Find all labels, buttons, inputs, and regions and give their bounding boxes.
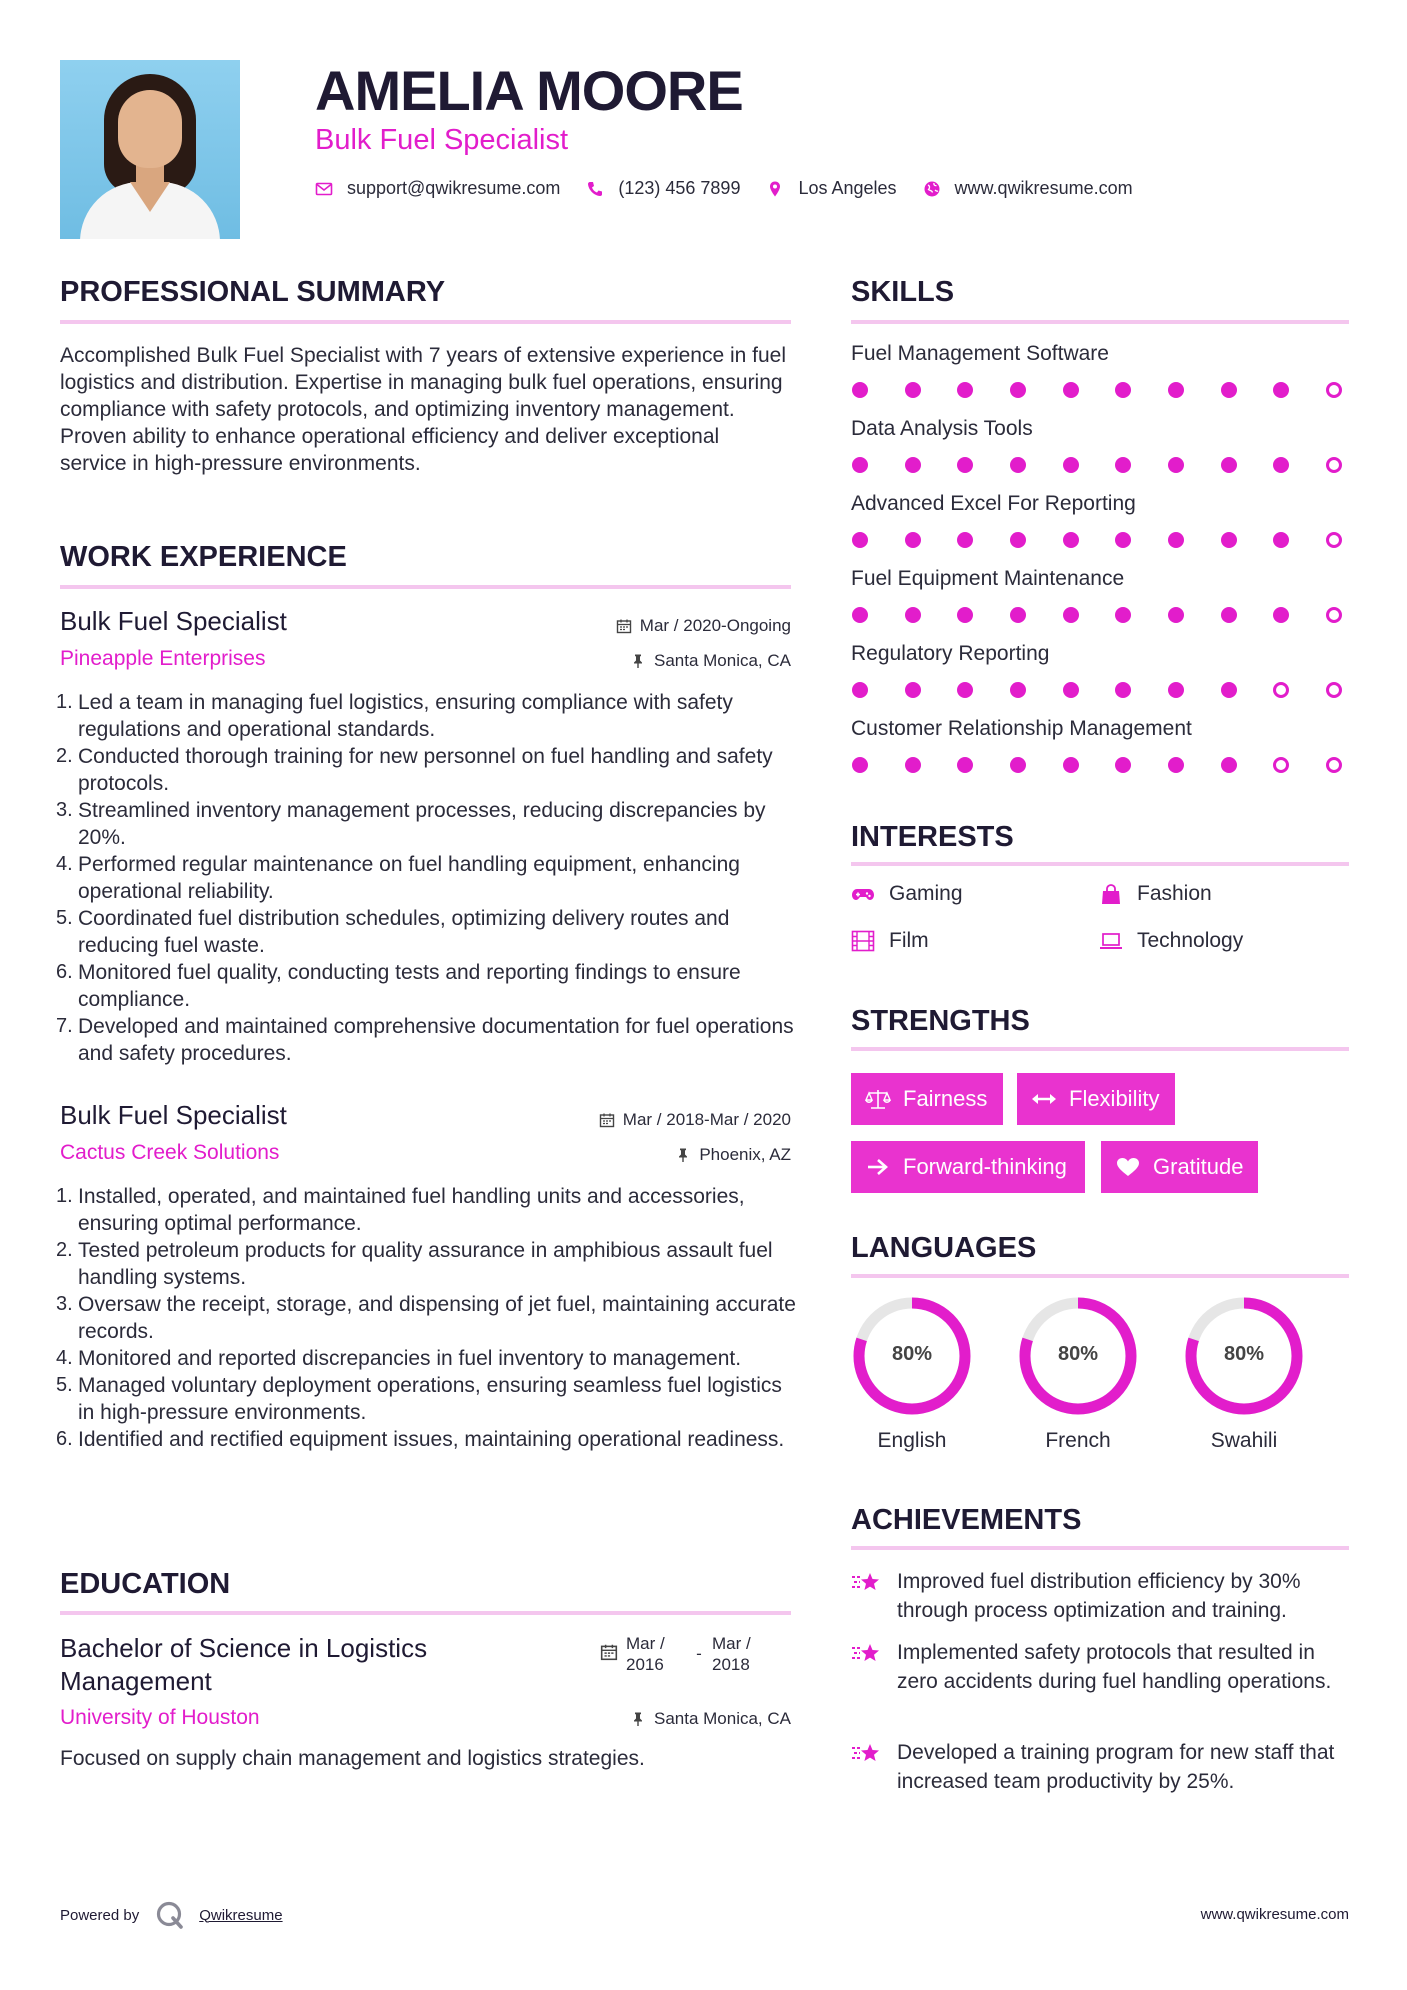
languages-title: LANGUAGES: [851, 1232, 1037, 1264]
education-location: [480, 1709, 791, 1729]
candidate-role: Bulk Fuel Specialist: [315, 124, 569, 156]
interests-title: INTERESTS: [851, 821, 1014, 853]
list-item: Installed, operated, and maintained fuel handling units and accessories, ensuring optimal performance.: [78, 1185, 745, 1235]
language-name: Swahili: [1210, 1429, 1278, 1452]
list-item: Monitored fuel quality, conducting tests and reporting findings to ensure compliance.: [78, 961, 741, 1011]
brand-link[interactable]: Qwikresume: [199, 1906, 283, 1924]
education-divider: [60, 1611, 791, 1615]
degree-line: Management: [60, 1666, 212, 1696]
arrows-horizontal-icon: [1031, 1088, 1057, 1110]
degree-title: [60, 1632, 427, 1698]
balance-scale-icon: [865, 1088, 891, 1110]
language-percent: 80%: [1057, 1343, 1099, 1365]
heart-icon: [1115, 1156, 1141, 1178]
envelope-icon: [315, 180, 333, 198]
strength-label: Fairness: [903, 1086, 988, 1111]
end-date: Mar / 2018: [712, 1634, 751, 1674]
strength-tag: [1101, 1141, 1258, 1193]
rating-dot-filled: [957, 757, 973, 773]
list-item: Streamlined inventory management processes, reducing discrepancies by 20%.: [78, 799, 766, 849]
strength-label: Flexibility: [1069, 1086, 1160, 1111]
achievements-divider: [851, 1546, 1349, 1550]
footer-powered-by: [60, 1900, 283, 1930]
skill-rating: [852, 382, 1342, 398]
strength-tag: [851, 1141, 1085, 1193]
contact-bar: [315, 178, 1159, 199]
rating-dot-filled: [905, 682, 921, 698]
experience-divider: [60, 585, 791, 589]
rating-dot-filled: [1168, 382, 1184, 398]
job-dates: [480, 1110, 791, 1130]
rating-dot-filled: [1063, 457, 1079, 473]
interest-item: [851, 882, 963, 906]
job-location-text: Phoenix, AZ: [699, 1145, 791, 1164]
rating-dot-empty: [1326, 382, 1342, 398]
shooting-star-icon: [851, 1640, 883, 1668]
skills-divider: [851, 320, 1349, 324]
list-item: Performed regular maintenance on fuel handling equipment, enhancing operational reliability.: [78, 853, 740, 903]
job-bullets: [60, 1183, 800, 1453]
achievement-text: Implemented safety protocols that resulted in zero accidents during fuel handling operations.: [897, 1641, 1332, 1693]
rating-dot-filled: [1273, 382, 1289, 398]
languages-divider: [851, 1274, 1349, 1278]
profile-photo: [60, 60, 240, 239]
list-item: Managed voluntary deployment operations, ensuring seamless fuel logistics in high-pressure environments.: [78, 1374, 782, 1424]
rating-dot-filled: [957, 382, 973, 398]
rating-dot-filled: [957, 532, 973, 548]
skills-title: SKILLS: [851, 276, 955, 308]
email-text: support@qwikresume.com: [347, 178, 561, 198]
rating-dot-filled: [1168, 682, 1184, 698]
list-item: Oversaw the receipt, storage, and dispensing of jet fuel, maintaining accurate records.: [78, 1293, 796, 1343]
rating-dot-filled: [1168, 457, 1184, 473]
rating-dot-filled: [1115, 382, 1131, 398]
skill-rating: [852, 682, 1342, 698]
rating-dot-filled: [957, 607, 973, 623]
start-date: Mar / 2016: [626, 1634, 665, 1674]
laptop-icon: [1099, 930, 1123, 952]
rating-dot-empty: [1326, 457, 1342, 473]
rating-dot-filled: [1115, 607, 1131, 623]
rating-dot-filled: [1168, 607, 1184, 623]
skill-name: Regulatory Reporting: [851, 642, 1050, 665]
pushpin-icon: [630, 653, 646, 669]
summary-divider: [60, 320, 791, 324]
rating-dot-filled: [905, 382, 921, 398]
language-percent: 80%: [891, 1343, 933, 1365]
job-title: Bulk Fuel Specialist: [60, 606, 287, 636]
interests-divider: [851, 862, 1349, 866]
job-location-text: Santa Monica, CA: [653, 651, 791, 670]
strength-tag: [851, 1073, 1003, 1125]
education-location-text: Santa Monica, CA: [653, 1709, 791, 1728]
shooting-star-icon: [851, 1569, 883, 1597]
powered-by-text: Powered by: [60, 1906, 140, 1924]
rating-dot-filled: [1221, 607, 1237, 623]
skill-rating: [852, 757, 1342, 773]
job-location: [480, 1145, 791, 1165]
list-item: Coordinated fuel distribution schedules, optimizing delivery routes and reducing fuel waste.: [78, 907, 730, 957]
strength-tag: [1017, 1073, 1175, 1125]
phone-icon: [586, 180, 604, 198]
rating-dot-filled: [1221, 457, 1237, 473]
rating-dot-filled: [1221, 532, 1237, 548]
achievement-item: [851, 1738, 1351, 1796]
language-name: English: [877, 1429, 947, 1452]
rating-dot-empty: [1273, 757, 1289, 773]
map-pin-icon: [766, 180, 784, 198]
strengths-divider: [851, 1047, 1349, 1051]
shooting-star-icon: [851, 1740, 883, 1768]
list-item: Led a team in managing fuel logistics, ensuring compliance with safety regulations and operational standards.: [78, 691, 733, 741]
list-item: Conducted thorough training for new personnel on fuel handling and safety protocols.: [78, 745, 773, 795]
job-dates-text: Mar / 2018-Mar / 2020: [622, 1110, 791, 1129]
rating-dot-empty: [1326, 757, 1342, 773]
qwikresume-logo-icon: [155, 1900, 185, 1930]
pushpin-icon: [675, 1147, 691, 1163]
contact-email[interactable]: [315, 178, 560, 199]
rating-dot-filled: [1115, 757, 1131, 773]
rating-dot-filled: [1010, 757, 1026, 773]
achievement-text: Improved fuel distribution efficiency by 30% through process optimization and training.: [897, 1570, 1301, 1622]
list-item: Identified and rectified equipment issues, maintaining operational readiness.: [78, 1428, 785, 1451]
skill-name: Advanced Excel For Reporting: [851, 492, 1136, 515]
company-name: Pineapple Enterprises: [60, 647, 266, 670]
calendar-icon: [599, 1112, 615, 1128]
achievement-item: [851, 1638, 1351, 1696]
pushpin-icon: [630, 1711, 646, 1727]
achievements-title: ACHIEVEMENTS: [851, 1504, 1082, 1536]
rating-dot-filled: [1010, 382, 1026, 398]
rating-dot-filled: [1273, 532, 1289, 548]
rating-dot-filled: [1221, 382, 1237, 398]
strength-label: Gratitude: [1153, 1154, 1244, 1179]
job-dates: [480, 616, 791, 636]
interest-label: Fashion: [1137, 882, 1212, 905]
rating-dot-filled: [1168, 757, 1184, 773]
rating-dot-filled: [852, 682, 868, 698]
skill-rating: [852, 457, 1342, 473]
interest-label: Technology: [1137, 929, 1244, 952]
date-separator: -: [696, 1644, 702, 1663]
interest-item: [851, 929, 929, 953]
skill-rating: [852, 607, 1342, 623]
candidate-name: AMELIA MOORE: [315, 59, 743, 122]
rating-dot-filled: [1063, 682, 1079, 698]
rating-dot-empty: [1326, 682, 1342, 698]
calendar-icon: [616, 618, 632, 634]
rating-dot-filled: [957, 457, 973, 473]
rating-dot-empty: [1273, 682, 1289, 698]
arrow-right-icon: [865, 1156, 891, 1178]
rating-dot-filled: [1063, 532, 1079, 548]
interest-item: [1099, 929, 1243, 953]
rating-dot-filled: [1221, 757, 1237, 773]
list-item: Tested petroleum products for quality assurance in amphibious assault fuel handling systems.: [78, 1239, 773, 1289]
skill-name: Fuel Equipment Maintenance: [851, 567, 1125, 590]
rating-dot-filled: [905, 757, 921, 773]
rating-dot-filled: [1010, 682, 1026, 698]
degree-line: Bachelor of Science in Logistics: [60, 1633, 428, 1663]
rating-dot-filled: [1221, 682, 1237, 698]
rating-dot-filled: [1010, 457, 1026, 473]
rating-dot-filled: [1273, 607, 1289, 623]
rating-dot-empty: [1326, 607, 1342, 623]
rating-dot-filled: [1273, 457, 1289, 473]
summary-title: PROFESSIONAL SUMMARY: [60, 276, 446, 308]
rating-dot-filled: [1010, 607, 1026, 623]
education-dates: [600, 1633, 772, 1675]
achievement-text: Developed a training program for new staff that increased team productivity by 25%.: [897, 1741, 1335, 1793]
rating-dot-filled: [852, 757, 868, 773]
rating-dot-filled: [905, 607, 921, 623]
phone-text: (123) 456 7899: [618, 178, 741, 198]
strengths-title: STRENGTHS: [851, 1005, 1030, 1037]
rating-dot-filled: [905, 532, 921, 548]
location-text: Los Angeles: [798, 178, 897, 198]
rating-dot-filled: [1115, 532, 1131, 548]
interest-label: Gaming: [889, 882, 963, 905]
rating-dot-filled: [1010, 532, 1026, 548]
rating-dot-filled: [905, 457, 921, 473]
skill-rating: [852, 532, 1342, 548]
list-item: Developed and maintained comprehensive documentation for fuel operations and safety procedures.: [78, 1015, 794, 1065]
summary-text: Accomplished Bulk Fuel Specialist with 7 years of extensive experience in fuel logistics and distribution. Expertise in managing bulk fuel operations, ensuring compliance with safety protocols, and optimizing inventory management. Proven ability to enhance operational efficiency and deliver exceptional service in high-pressure environments.: [60, 344, 787, 475]
rating-dot-empty: [1326, 532, 1342, 548]
contact-location: [766, 178, 896, 199]
rating-dot-filled: [1063, 757, 1079, 773]
footer-website[interactable]: www.qwikresume.com: [1200, 1906, 1349, 1923]
skill-name: Fuel Management Software: [851, 342, 1109, 365]
calendar-icon: [600, 1643, 618, 1661]
experience-title: WORK EXPERIENCE: [60, 541, 347, 573]
rating-dot-filled: [957, 682, 973, 698]
rating-dot-filled: [1063, 607, 1079, 623]
list-item: Monitored and reported discrepancies in fuel inventory to management.: [78, 1347, 742, 1370]
job-dates-text: Mar / 2020-Ongoing: [639, 616, 791, 635]
strength-label: Forward-thinking: [903, 1154, 1067, 1179]
rating-dot-filled: [1168, 532, 1184, 548]
rating-dot-filled: [1063, 382, 1079, 398]
contact-website[interactable]: [923, 178, 1133, 199]
job-bullets: [60, 689, 800, 1067]
interest-item: [1099, 882, 1212, 906]
rating-dot-filled: [1115, 457, 1131, 473]
rating-dot-filled: [852, 532, 868, 548]
website-text: www.qwikresume.com: [954, 178, 1133, 198]
education-description: Focused on supply chain management and logistics strategies.: [60, 1747, 645, 1770]
film-icon: [851, 930, 875, 952]
gamepad-icon: [851, 883, 875, 905]
job-location: [480, 651, 791, 671]
school-name: University of Houston: [60, 1706, 260, 1729]
job-title: Bulk Fuel Specialist: [60, 1100, 287, 1130]
rating-dot-filled: [852, 457, 868, 473]
education-title: EDUCATION: [60, 1568, 231, 1600]
achievement-item: [851, 1567, 1351, 1625]
skill-name: Data Analysis Tools: [851, 417, 1033, 440]
shopping-bag-icon: [1099, 883, 1123, 905]
company-name: Cactus Creek Solutions: [60, 1141, 280, 1164]
globe-icon: [923, 180, 941, 198]
rating-dot-filled: [852, 607, 868, 623]
rating-dot-filled: [1115, 682, 1131, 698]
interest-label: Film: [889, 929, 929, 952]
language-percent: 80%: [1223, 1343, 1265, 1365]
skill-name: Customer Relationship Management: [851, 717, 1192, 740]
contact-phone[interactable]: [586, 178, 740, 199]
rating-dot-filled: [852, 382, 868, 398]
language-name: French: [1045, 1429, 1111, 1452]
